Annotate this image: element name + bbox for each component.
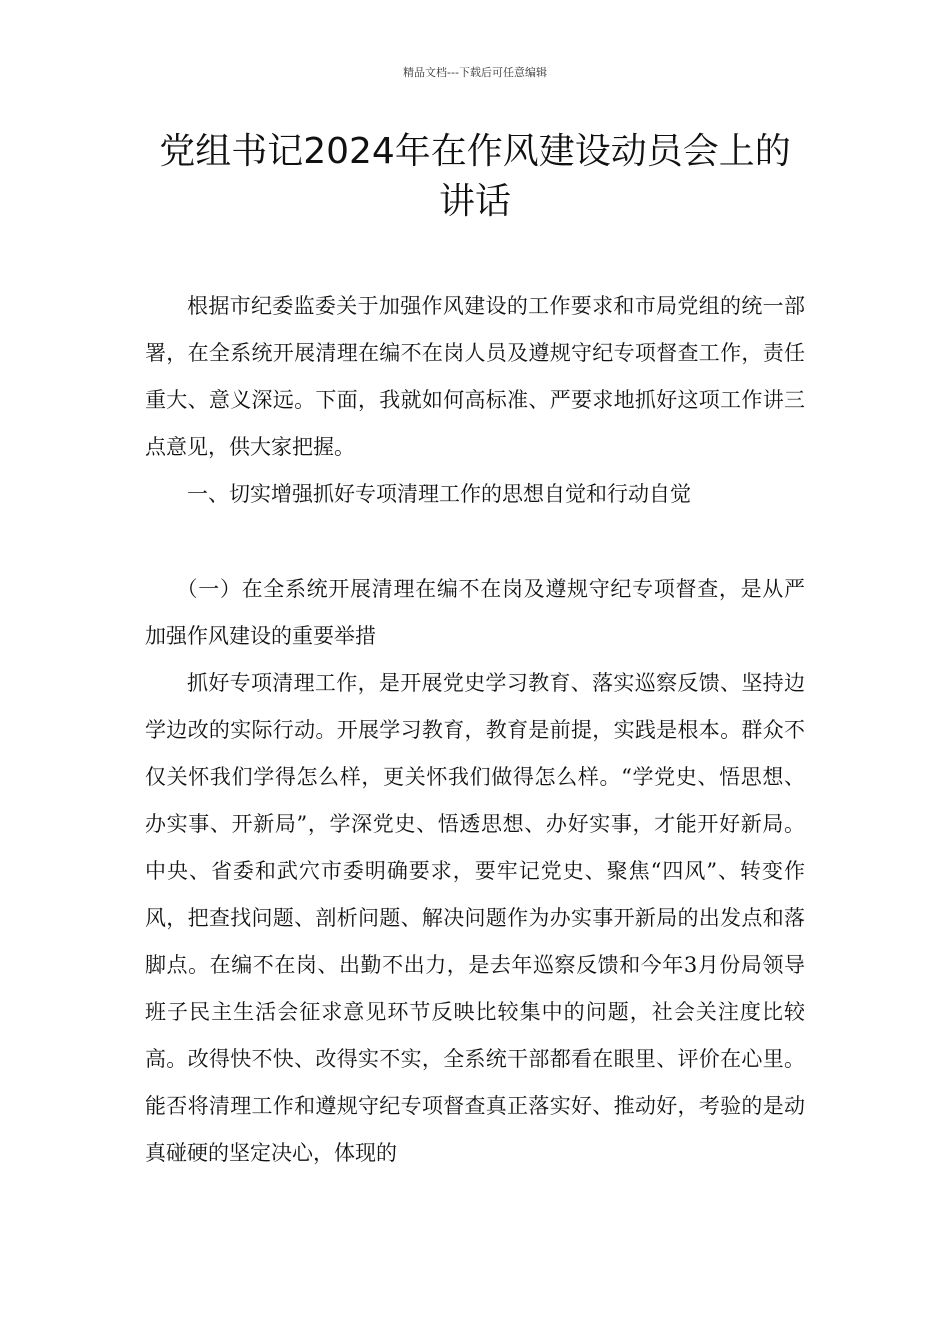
body-paragraph-one: 抓好专项清理工作，是开展党史学习教育、落实巡察反馈、坚持边学边改的实际行动。开展学习教育，教育是前提，实践是根本。群众不仅关怀我们学得怎么样，更关怀我们做得怎么样。“学党史、悟思想、办实事、开新局”，学深党史、悟透思想、办好实事，才能开好新局。中央、省委和武穴市委明确要求，要牢记党史、聚焦“四风”、转变作风，把查找问题、剖析问题、解决问题作为办实事开新局的出发点和落脚点。在编不在岗、出勤不出力，是去年巡察反馈和今年3月份局领导班子民主生活会征求意见环节反映比较集中的问题，社会关注度比较高。改得快不快、改得实不实，全系统干部都看在眼里、评价在心里。能否将清理工作和遵规守纪专项督查真正落实好、推动好，考验的是动真碰硬的坚定决心，体现的 <box>145 671 805 1165</box>
header-note: 精品文档---下载后可任意编辑 <box>403 66 547 79</box>
section-heading-one: 一、切实增强抓好专项清理工作的思想自觉和行动自觉 <box>187 482 691 506</box>
intro-paragraph: 根据市纪委监委关于加强作风建设的工作要求和市局党组的统一部署，在全系统开展清理在编不在岗人员及遵规守纪专项督查工作，责任重大、意义深远。下面，我就如何高标准、严要求地抓好这项工作讲三点意见，供大家把握。 <box>145 294 805 459</box>
subsection-heading-one: （一）在全系统开展清理在编不在岗及遵规守纪专项督查，是从严加强作风建设的重要举措 <box>145 577 805 648</box>
document-body <box>145 283 805 1177</box>
document-title: 党组书记2024年在作风建设动员会上的讲话 <box>159 131 791 222</box>
